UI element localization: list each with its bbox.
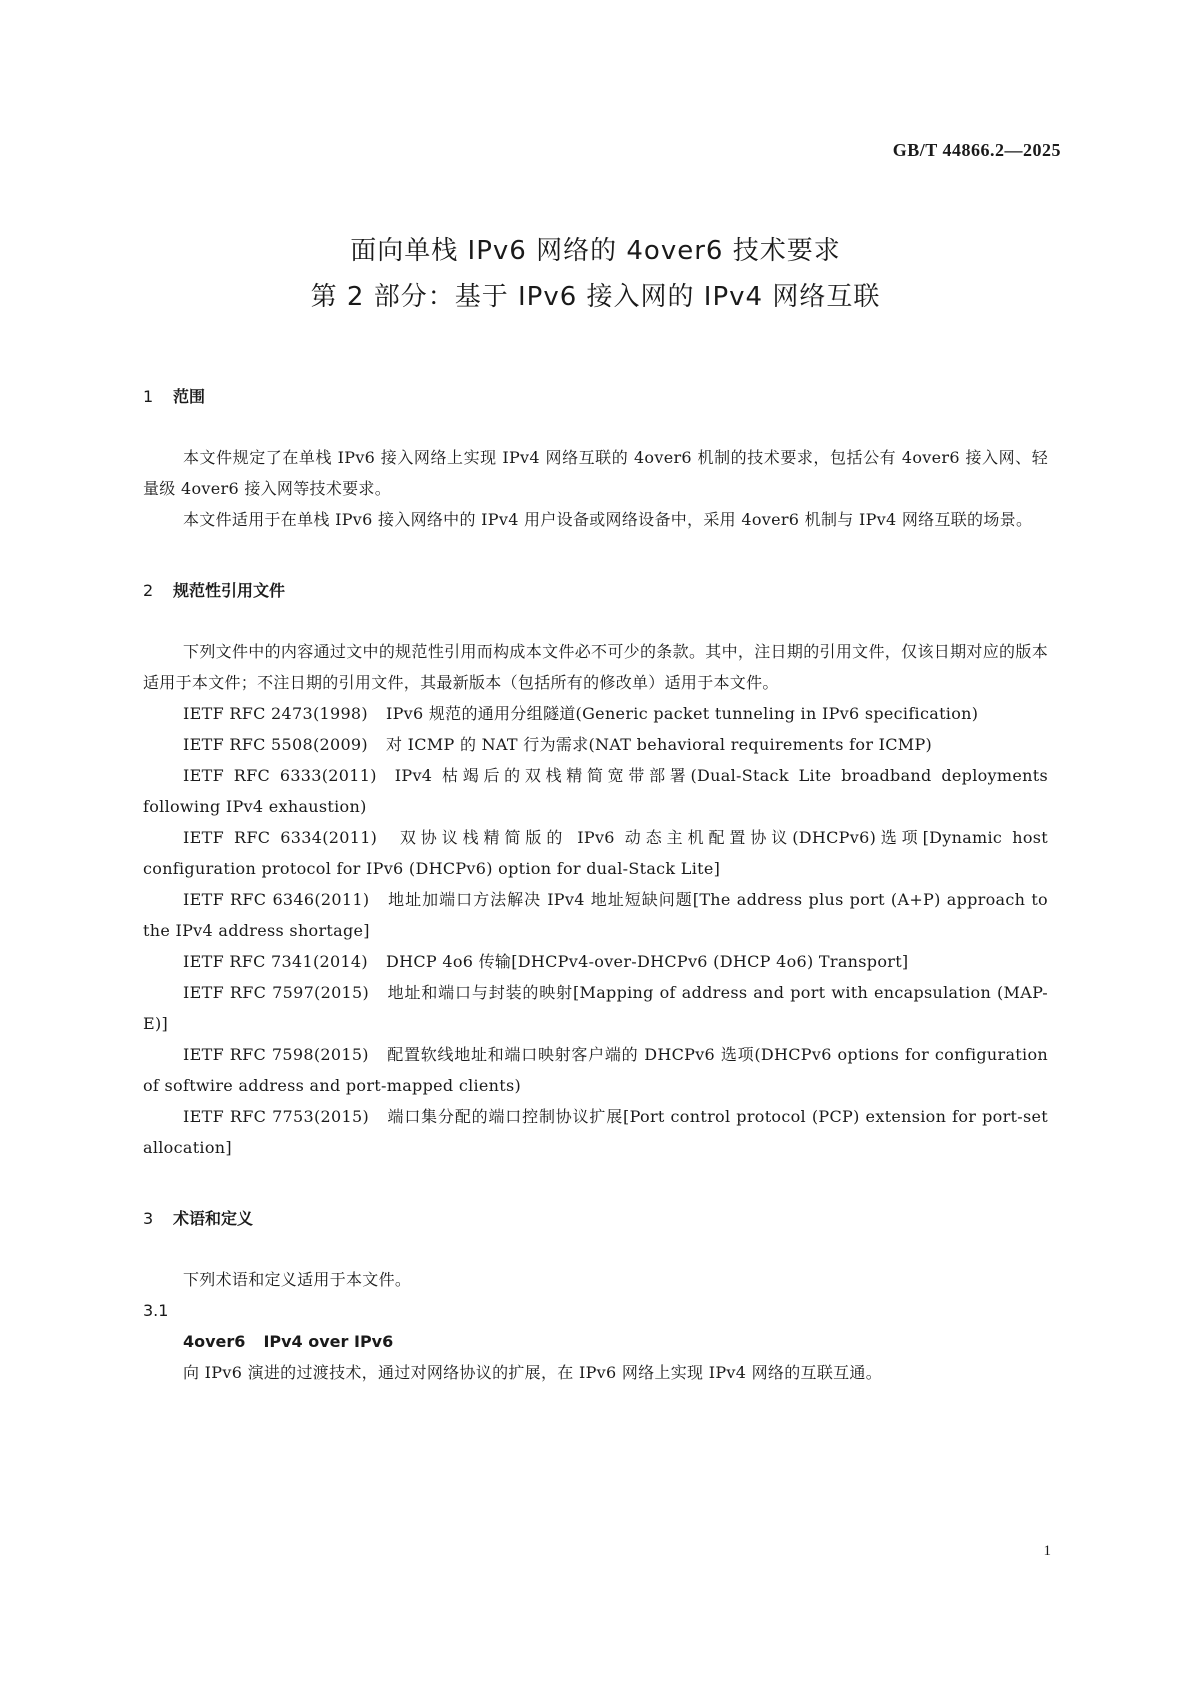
term-entry bbox=[143, 1326, 1048, 1357]
term-definition: 向 IPv6 演进的过渡技术，通过对网络协议的扩展，在 IPv6 网络上实现 IPv4 网络的互联互通。 bbox=[183, 1363, 883, 1382]
reference-title: 双协议栈精简版的 IPv6 动态主机配置协议(DHCPv6)选项[Dynamic host configuration protocol for IPv6 (DHCPv6) option for dual-Stack Lite] bbox=[143, 828, 1048, 878]
reference-code: IETF RFC 6346(2011) bbox=[183, 890, 370, 909]
reference-item bbox=[143, 760, 1048, 822]
section-title: 范围 bbox=[173, 387, 206, 406]
reference-title: IPv4 枯竭后的双栈精简宽带部署(Dual-Stack Lite broadband deployments following IPv4 exhaustion) bbox=[143, 766, 1048, 816]
scope-paragraph-1: 本文件规定了在单栈 IPv6 接入网络上实现 IPv4 网络互联的 4over6 机制的技术要求，包括公有 4over6 接入网、轻量级 4over6 接入网等技术要求。 bbox=[143, 448, 1048, 498]
section-2-heading bbox=[143, 575, 1048, 606]
term-zh: 4over6 bbox=[183, 1332, 246, 1351]
reference-item bbox=[143, 977, 1048, 1039]
section-3-heading bbox=[143, 1203, 1048, 1234]
reference-item bbox=[143, 1101, 1048, 1163]
reference-title: DHCP 4o6 传输[DHCPv4-over-DHCPv6 (DHCP 4o6) Transport] bbox=[385, 952, 909, 971]
section-number: 1 bbox=[143, 387, 154, 406]
section-number: 2 bbox=[143, 581, 154, 600]
reference-title: 地址和端口与封装的映射[Mapping of address and port with encapsulation (MAP-E)] bbox=[143, 983, 1048, 1033]
reference-item bbox=[143, 729, 1048, 760]
reference-code: IETF RFC 7597(2015) bbox=[183, 983, 370, 1002]
reference-item bbox=[143, 1039, 1048, 1101]
standard-id: GB/T 44866.2—2025 bbox=[892, 140, 1061, 160]
section-number: 3 bbox=[143, 1209, 154, 1228]
reference-item bbox=[143, 884, 1048, 946]
scope-paragraph-2: 本文件适用于在单栈 IPv6 接入网络中的 IPv4 用户设备或网络设备中，采用 4over6 机制与 IPv4 网络互联的场景。 bbox=[183, 510, 1033, 529]
references-intro: 下列文件中的内容通过文中的规范性引用而构成本文件必不可少的条款。其中，注日期的引用文件，仅该日期对应的版本适用于本文件；不注日期的引用文件，其最新版本（包括所有的修改单）适用于本文件。 bbox=[143, 642, 1048, 692]
term-number: 3.1 bbox=[143, 1301, 169, 1320]
reference-item bbox=[143, 946, 1048, 977]
term-en: IPv4 over IPv6 bbox=[263, 1332, 394, 1351]
terms-intro: 下列术语和定义适用于本文件。 bbox=[183, 1270, 412, 1289]
title-line-2: 第 2 部分：基于 IPv6 接入网的 IPv4 网络互联 bbox=[310, 282, 881, 312]
reference-item bbox=[143, 822, 1048, 884]
reference-code: IETF RFC 2473(1998) bbox=[183, 704, 368, 723]
reference-title: 端口集分配的端口控制协议扩展[Port control protocol (PCP) extension for port-set allocation] bbox=[143, 1107, 1049, 1157]
reference-title: 地址加端口方法解决 IPv4 地址短缺问题[The address plus port (A+P) approach to the IPv4 address shortage] bbox=[143, 890, 1048, 940]
page-number: 1 bbox=[1043, 1543, 1051, 1559]
reference-code: IETF RFC 7598(2015) bbox=[183, 1045, 369, 1064]
reference-item bbox=[143, 698, 1048, 729]
reference-title: IPv6 规范的通用分组隧道(Generic packet tunneling in IPv6 specification) bbox=[385, 704, 979, 723]
reference-code: IETF RFC 7341(2014) bbox=[183, 952, 368, 971]
reference-code: IETF RFC 6333(2011) bbox=[183, 766, 377, 785]
section-1-heading bbox=[143, 381, 1048, 412]
reference-code: IETF RFC 7753(2015) bbox=[183, 1107, 370, 1126]
document-body bbox=[143, 381, 1048, 1388]
reference-title: 对 ICMP 的 NAT 行为需求(NAT behavioral requirements for ICMP) bbox=[385, 735, 933, 754]
section-title: 术语和定义 bbox=[173, 1209, 254, 1228]
reference-title: 配置软线地址和端口映射客户端的 DHCPv6 选项(DHCPv6 options for configuration of softwire address and port-mapped clients) bbox=[143, 1045, 1048, 1095]
section-title: 规范性引用文件 bbox=[173, 581, 286, 600]
reference-code: IETF RFC 5508(2009) bbox=[183, 735, 368, 754]
title-line-1: 面向单栈 IPv6 网络的 4over6 技术要求 bbox=[350, 236, 841, 266]
document-title bbox=[0, 228, 1191, 320]
reference-code: IETF RFC 6334(2011) bbox=[183, 828, 378, 847]
